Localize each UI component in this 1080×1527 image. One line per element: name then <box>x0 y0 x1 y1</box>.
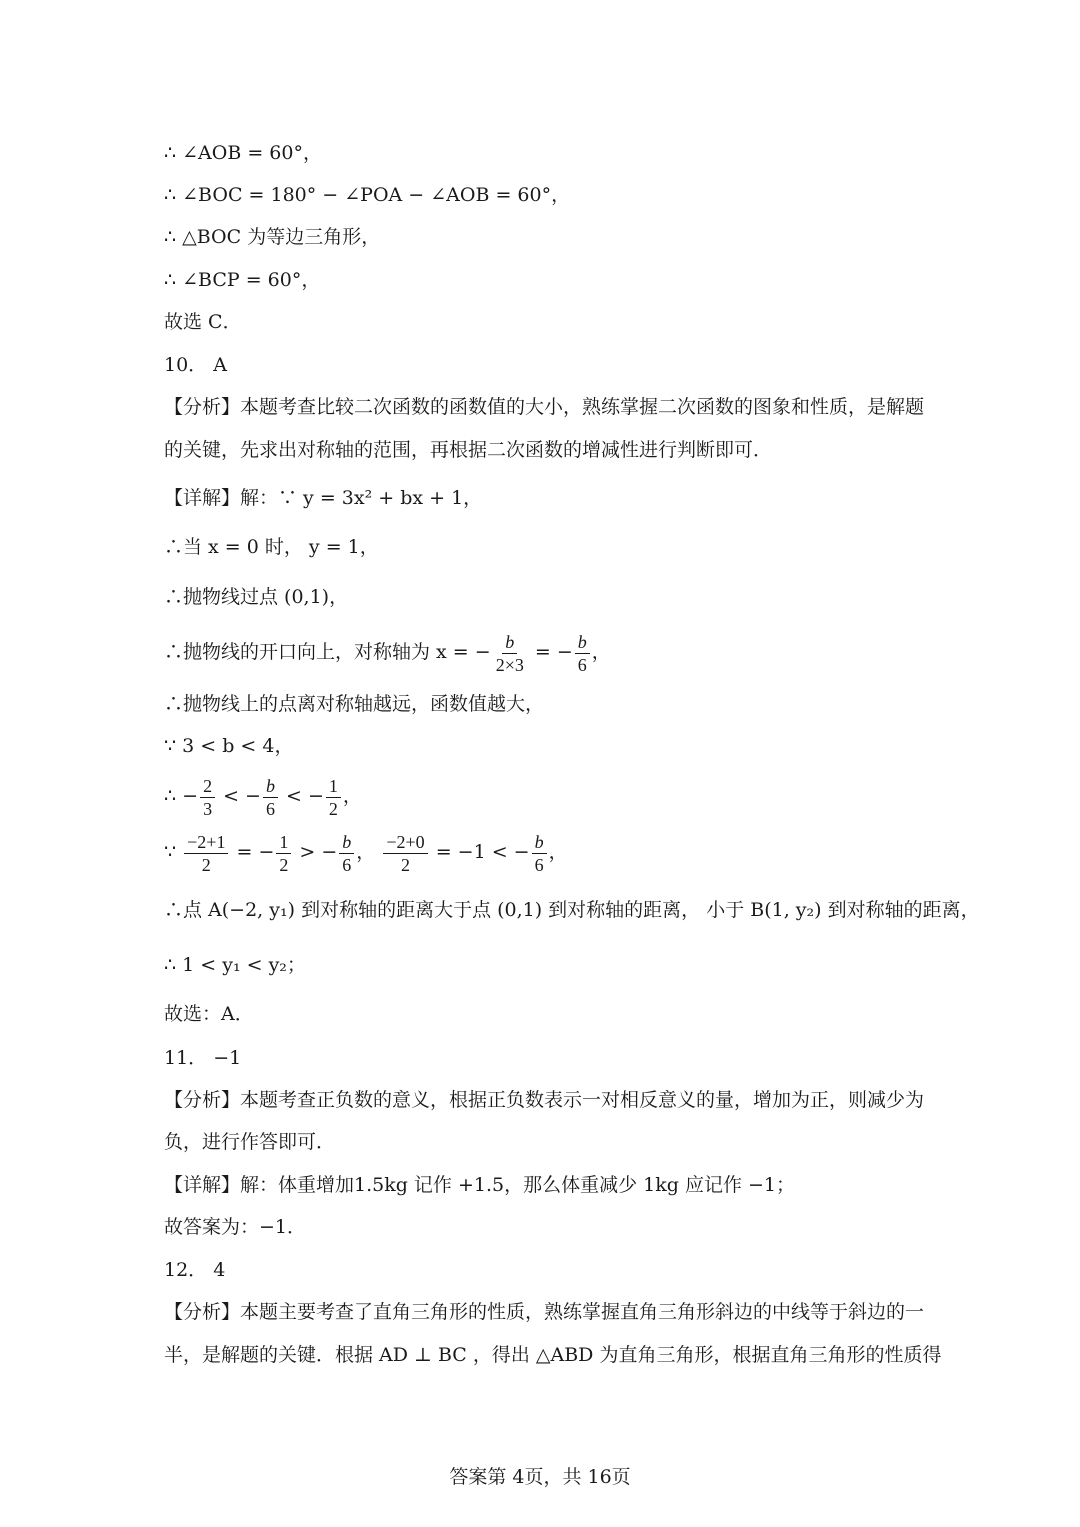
fraction: $\frac{1}{2}$ <box>276 831 291 876</box>
fraction: $\frac{-2+0}{2}$ <box>383 831 427 876</box>
text-line: ∴抛物线过点 (0,1)， <box>164 586 349 608</box>
analysis-paragraph: 负，进行作答即可． <box>164 1131 336 1153</box>
solution-line: 【详解】解：∵ y = 3x² + bx + 1， <box>164 487 483 509</box>
text-line: 故选 C． <box>164 311 242 333</box>
fraction: $\frac{b}{6}$ <box>339 831 354 876</box>
axis-of-symmetry-line: ∴抛物线的开口向上，对称轴为 x = − $\frac{b}{2\times 3}$ = − $\frac{b}{6}$ ， <box>164 631 611 675</box>
solution-line: 【详解】解：体重增加1.5kg 记作 +1.5，那么体重减少 1kg 应记作 −1； <box>164 1174 795 1196</box>
fraction: $\frac{2}{3}$ <box>200 775 215 820</box>
text-line: ∴ 1 < y₁ < y₂； <box>164 954 306 976</box>
question-number: 12． 4 <box>164 1259 226 1281</box>
fraction: $\frac{b}{6}$ <box>532 831 547 876</box>
text-line: 故答案为：−1． <box>164 1216 307 1238</box>
fraction: $\frac{-2+1}{2}$ <box>184 831 228 876</box>
text-line: ∴ ∠AOB = 60°， <box>164 142 322 164</box>
fraction: $\frac{b}{2\times 3}$ <box>495 631 524 675</box>
text-line: ∴当 x = 0 时， y = 1， <box>164 536 379 558</box>
text-line: ∵ 3 < b < 4， <box>164 735 294 757</box>
text-line: ∴ ∠BCP = 60°， <box>164 269 321 291</box>
text-line: ∴抛物线上的点离对称轴越远，函数值越大， <box>164 693 545 715</box>
text-line: 故选：A． <box>164 1003 254 1025</box>
text-line: ∴ ∠BOC = 180° − ∠POA − ∠AOB = 60°， <box>164 184 571 206</box>
comparison-line: ∵ $\frac{-2+1}{2}$ = − $\frac{1}{2}$ > − $\frac{b}{6}$ ， $\frac{-2+0}{2}$ = −1 < − $\frac{b}{6}$ ， <box>164 831 568 875</box>
text-line: ∴点 A(−2, y₁) 到对称轴的距离大于点 (0,1) 到对称轴的距离， 小于 B(1, y₂) 到对称轴的距离， <box>164 899 980 921</box>
question-number: 11． −1 <box>164 1047 242 1069</box>
analysis-paragraph: 【分析】本题主要考查了直角三角形的性质，熟练掌握直角三角形斜边的中线等于斜边的一 <box>164 1301 925 1323</box>
analysis-paragraph: 【分析】本题考查正负数的意义，根据正负数表示一对相反意义的量，增加为正，则减少为 <box>164 1089 925 1111</box>
fraction: $\frac{b}{6}$ <box>575 631 590 676</box>
analysis-paragraph: 半，是解题的关键．根据 AD ⊥ BC ，得出 △ABD 为直角三角形，根据直角三角形的性质得 <box>164 1344 942 1366</box>
fraction: $\frac{1}{2}$ <box>326 775 341 820</box>
analysis-paragraph: 【分析】本题考查比较二次函数的函数值的大小，熟练掌握二次函数的图象和性质，是解题 <box>164 396 925 418</box>
inequality-line: ∴ − $\frac{2}{3}$ < − $\frac{b}{6}$ < − $\frac{1}{2}$ ， <box>164 775 362 819</box>
page-footer: 答案第 4页，共 16页 <box>449 1466 631 1488</box>
question-number: 10． A <box>164 354 227 376</box>
analysis-paragraph: 的关键，先求出对称轴的范围，再根据二次函数的增减性进行判断即可． <box>164 439 773 461</box>
text-line: ∴ △BOC 为等边三角形， <box>164 226 381 248</box>
fraction: $\frac{b}{6}$ <box>263 775 278 820</box>
